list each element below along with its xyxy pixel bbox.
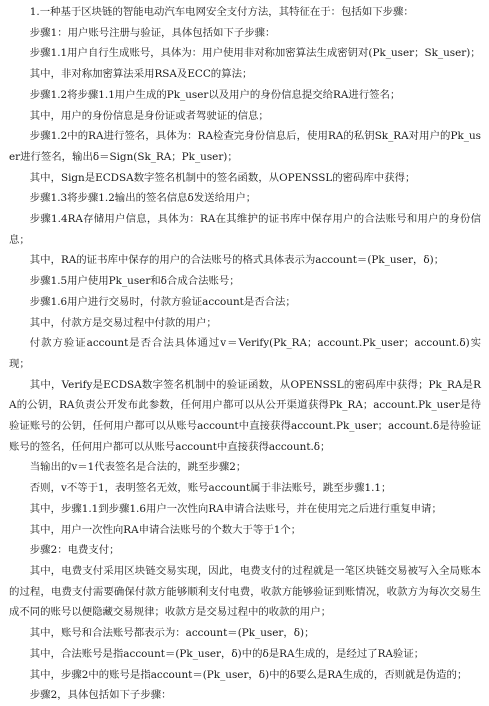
paragraph-reapply: 其中，步骤1.1到步骤1.6用户一次性向RA申请合法账号，并在使用完之后进行重复申请； (29, 502, 442, 515)
step-2-substeps: 步骤2，具体包括如下子步骤： (29, 689, 172, 702)
step-1-6: 步骤1.6用户进行交易时，付款方验证account是否合法； (29, 295, 296, 308)
paragraph-step2-account: 其中，步骤2中的账号是指account＝(Pk_user，δ)中的δ要么是RA生成的，否则就是伪造的； (29, 668, 468, 681)
step-1-3: 步骤1.3将步骤1.2输出的签名信息δ发送给用户； (29, 192, 257, 205)
claim-title: 1.一种基于区块链的智能电动汽车电网安全支付方法，其特征在于：包括如下步骤： (29, 6, 414, 18)
paragraph-sign-function: 其中，Sign是ECDSA数字签名机制中的签名函数，从OPENSSL的密码库中获得； (29, 171, 416, 184)
paragraph-algorithm: 其中，非对称加密算法采用RSA及ECC的算法； (29, 68, 253, 81)
step-1-4: 步骤1.4RA存储用户信息，具体为：RA在其维护的证书库中保存用户的合法账号和用户的身份信息； (9, 213, 481, 246)
step-1-2: 步骤1.2将步骤1.1用户生成的Pk_user以及用户的身份信息提交给RA进行签名； (29, 88, 401, 101)
paragraph-valid-signature: 当输出的v＝1代表签名是合法的，跳至步骤2； (29, 461, 247, 474)
paragraph-payment-process: 其中，电费支付采用区块链交易实现，因此，电费支付的过程就是一笔区块链交易被写入全局账本的过程，电费支付需要确保付款方能够顺利支付电费，收款方能够验证到账情况，收款方为每次交易生成不同的账号以便隐藏交易规律；收款方是交易过程中的收款的用户； (9, 564, 481, 619)
paragraph-account-count: 其中，用户一次性向RA申请合法账号的个数大于等于1个； (29, 523, 302, 536)
paragraph-account-repr: 其中，账号和合法账号都表示为：account＝(Pk_user，δ)； (29, 627, 315, 640)
paragraph-verify: 付款方验证account是否合法具体通过v＝Verify(Pk_RA；account.Pk_user；account.δ)实现； (9, 337, 481, 370)
step-2-heading: 步骤2：电费支付； (29, 544, 120, 557)
paragraph-legal-account: 其中，合法账号是指account＝(Pk_user，δ)中的δ是RA生成的，是经过了RA验证； (29, 647, 425, 660)
paragraph-identity: 其中，用户的身份信息是身份证或者驾驶证的信息； (29, 109, 269, 122)
step-1-5: 步骤1.5用户使用Pk_user和δ合成合法账号； (29, 275, 240, 288)
paragraph-account-format: 其中，RA的证书库中保存的用户的合法账号的格式具体表示为account＝(Pk_user，δ)； (29, 254, 445, 267)
paragraph-verify-function: 其中，Verify是ECDSA数字签名机制中的验证函数，从OPENSSL的密码库中获得；Pk_RA是RA的公钥，RA负责公开发布此参数，任何用户都可以从公开渠道获得Pk_RA；account.Pk_user是待验证账号的公钥，任何用户都可以从账号account中直接获得account.Pk_user；account.δ是待验证账号的签名，任何用户都可以从账号account中直接获得account.δ； (9, 378, 481, 453)
step-1-1: 步骤1.1用户自行生成账号，具体为：用户使用非对称加密算法生成密钥对(Pk_user；Sk_user)； (29, 47, 481, 60)
paragraph-payer: 其中，付款方是交易过程中付款的用户； (29, 316, 217, 329)
paragraph-invalid-signature: 否则，v不等于1，表明签名无效，账号account属于非法账号，跳至步骤1.1； (29, 482, 392, 495)
step-1-heading: 步骤1：用户账号注册与验证，具体包括如下子步骤： (29, 26, 276, 39)
paragraph-ra-signing: 步骤1.2中的RA进行签名，具体为：RA检查完身份信息后，使用RA的私钥Sk_RA对用户的Pk_user进行签名，输出δ＝Sign(Sk_RA；Pk_user)； (9, 130, 481, 163)
